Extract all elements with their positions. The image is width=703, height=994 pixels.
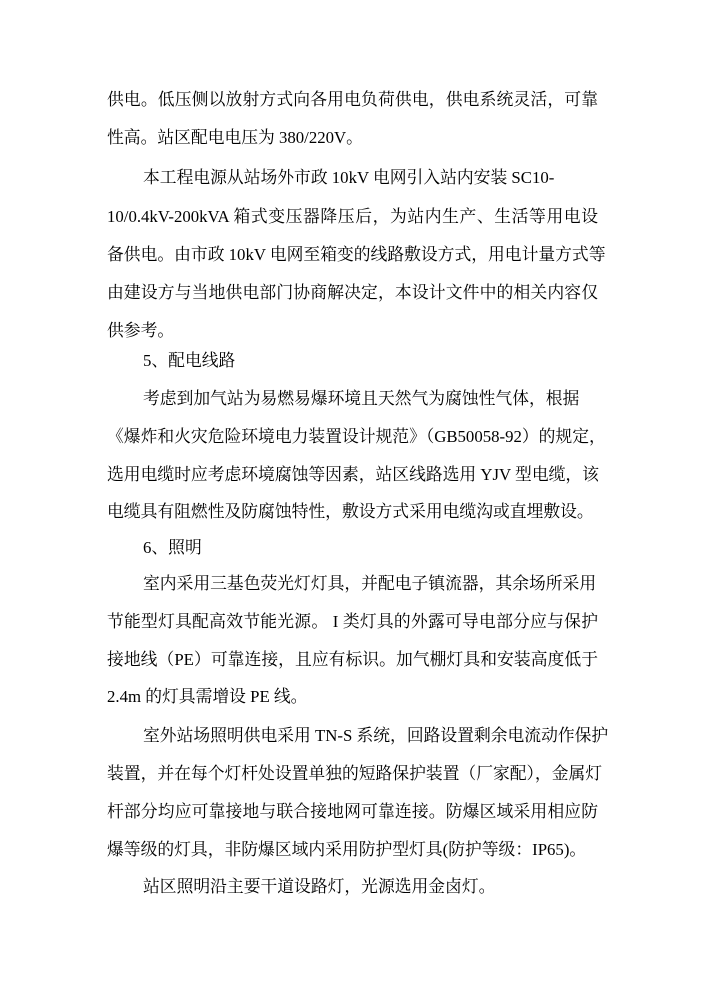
text-line: 节能型灯具配高效节能光源。 I 类灯具的外露可导电部分应与保护: [107, 612, 598, 631]
text-line: 备供电。由市政 10kV 电网至箱变的线路敷设方式，用电计量方式等: [107, 245, 606, 264]
text-line: 《爆炸和火灾危险环境电力装置设计规范》（GB50058-92）的规定，: [107, 427, 606, 446]
text-line: 10/0.4kV-200kVA 箱式变压器降压后，为站内生产、生活等用电设: [107, 207, 598, 226]
text-line: 选用电缆时应考虑环境腐蚀等因素，站区线路选用 YJV 型电缆，该: [107, 465, 599, 484]
text-line: 本工程电源从站场外市政 10kV 电网引入站内安装 SC10-: [143, 168, 555, 187]
section-heading: 6、照明: [143, 538, 202, 557]
text-line: 室外站场照明供电采用 TN-S 系统，回路设置剩余电流动作保护: [143, 726, 609, 745]
section-heading: 5、配电线路: [143, 351, 236, 370]
text-line: 室内采用三基色荧光灯灯具，并配电子镇流器，其余场所采用: [143, 574, 597, 593]
text-line: 供参考。: [107, 321, 175, 340]
text-line: 考虑到加气站为易燃易爆环境且天然气为腐蚀性气体，根据: [143, 389, 580, 408]
text-line: 杆部分均应可靠接地与联合接地网可靠连接。防爆区域采用相应防: [107, 802, 598, 821]
text-line: 装置，并在每个灯杆处设置单独的短路保护装置（厂家配），金属灯: [107, 764, 603, 783]
text-line: 爆等级的灯具，非防爆区域内采用防护型灯具(防护等级：IP65)。: [107, 840, 587, 859]
text-line: 2.4m 的灯具需增设 PE 线。: [107, 687, 308, 706]
text-line: 供电。低压侧以放射方式向各用电负荷供电，供电系统灵活，可靠: [107, 90, 598, 109]
text-line: 电缆具有阻燃性及防腐蚀特性，敷设方式采用电缆沟或直埋敷设。: [107, 502, 594, 521]
text-line: 性高。站区配电电压为 380/220V。: [107, 128, 363, 147]
text-line: 站区照明沿主要干道设路灯，光源选用金卤灯。: [143, 877, 496, 896]
text-line: 由建设方与当地供电部门协商解决定，本设计文件中的相关内容仅: [107, 283, 598, 302]
text-line: 接地线（PE）可靠连接，且应有标识。加气棚灯具和安装高度低于: [107, 650, 598, 669]
